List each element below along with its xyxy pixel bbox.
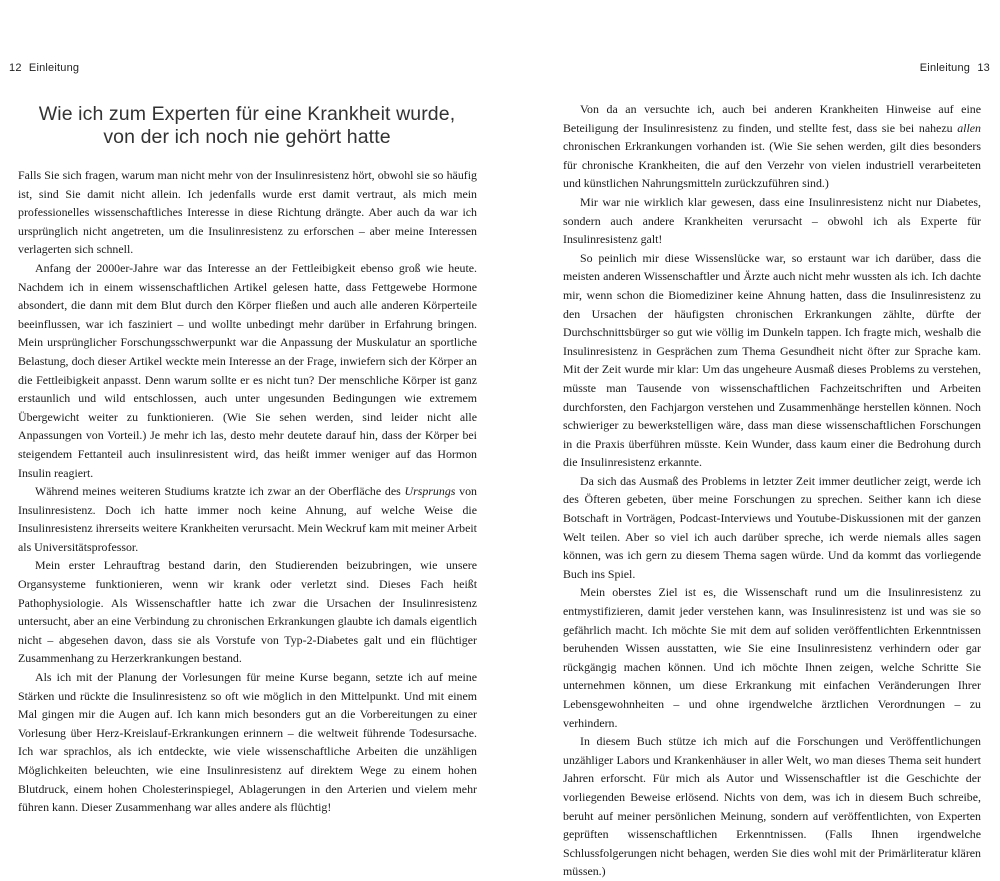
body-paragraph: So peinlich mir diese Wissenslücke war, so erstaunt war ich darüber, dass die meisten anderen Wissenschaftler und Ärzte auch nicht mehr wussten als ich. Ich dachte mir, wenn schon die Biomediziner keine Ahnung hatten, dass die Insulinresistenz zu den Ursachen der häufigsten chronischen Erkrankungen zählte, dürfte der Durchschnittsbürger so gut wie völlig im Dunkeln tappen. Ich fragte mich, weshalb die Insulinresistenz in Gesprächen zum Thema Gesundheit nicht öfter zur Sprache kam. Mit der Zeit wurde mir klar: Um das ungeheure Ausmaß dieses Problems zu verstehen, müsste man Tausende von wissenschaftlichen Fachzeitschriften und Arbeiten durchforsten, den Fachjargon verstehen und Zusammenhänge herstellen können. Noch schwieriger zu bewerkstelligen wäre, dass man diese wissenschaftlichen Forschungen in die Praxis überführen müsste. Kein Wunder, dass kaum einer die Bedrohung durch die Insulinresistenz erkannte.: [563, 250, 981, 470]
body-paragraph: Mein oberstes Ziel ist es, die Wissenschaft rund um die Insulinresistenz zu entmystifizieren, damit jeder verstehen kann, was Insulinresistenz ist und was sie so gefährlich macht. Ich möchte Sie mit dem auf soliden veröffentlichten Erkenntnissen beruhenden Wissen ausstatten, wie Sie eine Insulinresistenz verhindern oder gar rückgängig machen können. Und ich möchte Ihnen zeigen, welche Schritte Sie unternehmen können, um diese Erkrankung mit einfachen Veränderungen Ihrer Lebensgewohnheiten – und ohne irgendwelche ärztlichen Verordnungen – zu verhindern.: [563, 585, 981, 730]
right-running-head: [920, 62, 994, 74]
right-page: [500, 0, 1000, 879]
paragraph-text: chronischen Erkrankungen vorhanden ist. (Wie Sie sehen werden, gilt dies besonders für chronische Krankheiten, die auf den Verzehr von vielen industriell verarbeiteten und künstlichen Nahrungsmitteln zurückzuführen sind.): [563, 139, 981, 191]
paragraph-text: Von da an versuchte ich, auch bei anderen Krankheiten Hinweise auf eine Beteiligung der Insulinresistenz zu finden, und stellte fest, dass sie bei nahezu: [563, 102, 981, 135]
right-body-text: [563, 100, 981, 881]
body-paragraph: Falls Sie sich fragen, warum man nicht mehr von der Insulinresistenz hört, obwohl sie so häufig ist, sind Sie damit nicht allein. Ich jedenfalls wurde erst damit vertraut, als mich mein professionelles wissenschaftliches Interesse in diese Richtung drängte. Aber auch da war ich ursprünglich nicht angetreten, um die Insulinresistenz zu erforschen – aber meine Interessen verlagerten sich schnell.: [18, 168, 477, 257]
left-body-text: [18, 166, 477, 817]
emphasis-text: allen: [957, 120, 981, 135]
body-paragraph: In diesem Buch stütze ich mich auf die Forschungen und Veröffentlichungen unzähliger Labors und Krankenhäuser in aller Welt, wo man dieses Thema seit hundert Jahren erforscht. Für mich als Autor und Wissenschaftler ist die Geschichte der vorliegenden Beweise erlösend. Nichts von dem, was ich in diesem Buch schreibe, beruht auf meiner persönlichen Meinung, sondern auf veröffentlichten, von Experten geprüften wissenschaftlichen Erkenntnissen. (Falls Ihnen irgendwelche Schlussfolgerungen nicht behagen, werden Sie dies wohl mit der Primärliteratur klären müssen.): [563, 734, 981, 879]
section-heading-line-2: von der ich noch nie gehört hatte: [103, 126, 391, 148]
body-paragraph: Als ich mit der Planung der Vorlesungen für meine Kurse begann, setzte ich auf meine Stärken und rückte die Insulinresistenz so oft wie möglich in den Mittelpunkt. Und mit einem Mal gingen mir die Augen auf. Ich kann mich besonders gut an die Vorbereitungen zu einer Vorlesung über Herz-Kreislauf-Erkrankungen erinnern – die weltweit führende Todesursache. Ich war sprachlos, als ich entdeckte, wie viele wissenschaftliche Arbeiten die unzähligen Möglichkeiten beleuchten, wie eine Insulinresistenz auf direktem Wege zu einem hohen Blutdruck, einem hohen Cholesterinspiegel, Ablagerungen in den Arterien und vielem mehr führen kann. Dieser Zusammenhang war alles andere als flüchtig!: [18, 670, 477, 815]
body-paragraph: Mir war nie wirklich klar gewesen, dass eine Insulinresistenz nicht nur Diabetes, sondern auch andere Krankheiten verursacht – obwohl ich als Experte für Insulinresistenz galt!: [563, 194, 981, 247]
left-chapter-title: Einleitung: [28, 62, 80, 74]
right-chapter-title: Einleitung: [919, 62, 971, 74]
section-heading: [18, 103, 476, 149]
paragraph-text: von Insulinresistenz. Doch ich hatte immer noch keine Ahnung, auf welche Weise die Insulinresistenz ihrerseits weitere Krankheiten verursacht. Mein Weckruf kam mit meiner Arbeit als Universitätsprofessor.: [18, 484, 478, 554]
body-paragraph: Mein erster Lehrauftrag bestand darin, den Studierenden beizubringen, wie unsere Organsysteme funktionieren, wenn wir krank oder verletzt sind. Dieses Fach heißt Pathophysiologie. Als Wissenschaftler hatte ich zwar die Ursachen der Insulinresistenz untersucht, aber an eine Verbindung zu chronischen Erkrankungen glaubte ich damals eigentlich nicht – abgesehen davon, dass sie als Vorstufe von Typ-2-Diabetes galt und ein flüchtiger Zusammenhang zu Herzerkrankungen bestand.: [18, 558, 477, 666]
left-page: [0, 0, 500, 815]
body-paragraph: Da sich das Ausmaß des Problems in letzter Zeit immer deutlicher zeigt, werde ich des Öfteren gebeten, über meine Forschungen zu sprechen. Seither kann ich diese Botschaft in Vorträgen, Podcast-Interviews und Youtube-Diskussionen mit der ganzen Welt teilen. Aber so viel ich auch darüber spreche, ich werde niemals alles sagen können, was ich gern zu diesem Thema sagen würde. Und da kommt das vorliegende Buch ins Spiel.: [563, 473, 981, 581]
emphasis-text: Ursprungs: [404, 484, 456, 499]
body-paragraph: Anfang der 2000er-Jahre war das Interesse an der Fettleibigkeit ebenso groß wie heute. Nachdem ich in einem wissenschaftlichen Artikel gelesen hatte, dass Fettgewebe Hormone absondert, die dann mit dem Blut durch den Körper fließen und auch alle anderen Körperteile beeinflussen, war ich fasziniert – und wollte unbedingt mehr darüber in Erfahrung bringen. Mein ursprünglicher Forschungsschwerpunkt war die Anpassung der Muskulatur an sportliche Belastung, doch dieser Artikel weckte mein Interesse an der Frage, inwiefern sich der Körper an die Fettleibigkeit anpasst. Denn warum sollte er es nicht tun? Der menschliche Körper ist ganz erstaunlich und wild entschlossen, auch unter ungesunden Bedingungen wie extremem Übergewicht weiter zu funktionieren. (Wie Sie sehen werden, sind leider nicht alle Anpassungen von Vorteil.) Je mehr ich las, desto mehr deutete darauf hin, dass der Körper bei steigendem Fettanteil auch insulinresistent wird, das heißt immer weniger auf das Hormon Insulin reagiert.: [18, 260, 477, 480]
right-page-number: 13: [977, 62, 990, 74]
left-running-head: [5, 62, 79, 74]
body-paragraph: [563, 100, 981, 193]
paragraph-text: Während meines weiteren Studiums kratzte ich zwar an der Oberfläche des: [35, 484, 405, 499]
body-paragraph: [18, 482, 477, 556]
left-page-number: 12: [9, 62, 22, 74]
section-heading-line-1: Wie ich zum Experten für eine Krankheit wurde,: [38, 103, 456, 125]
